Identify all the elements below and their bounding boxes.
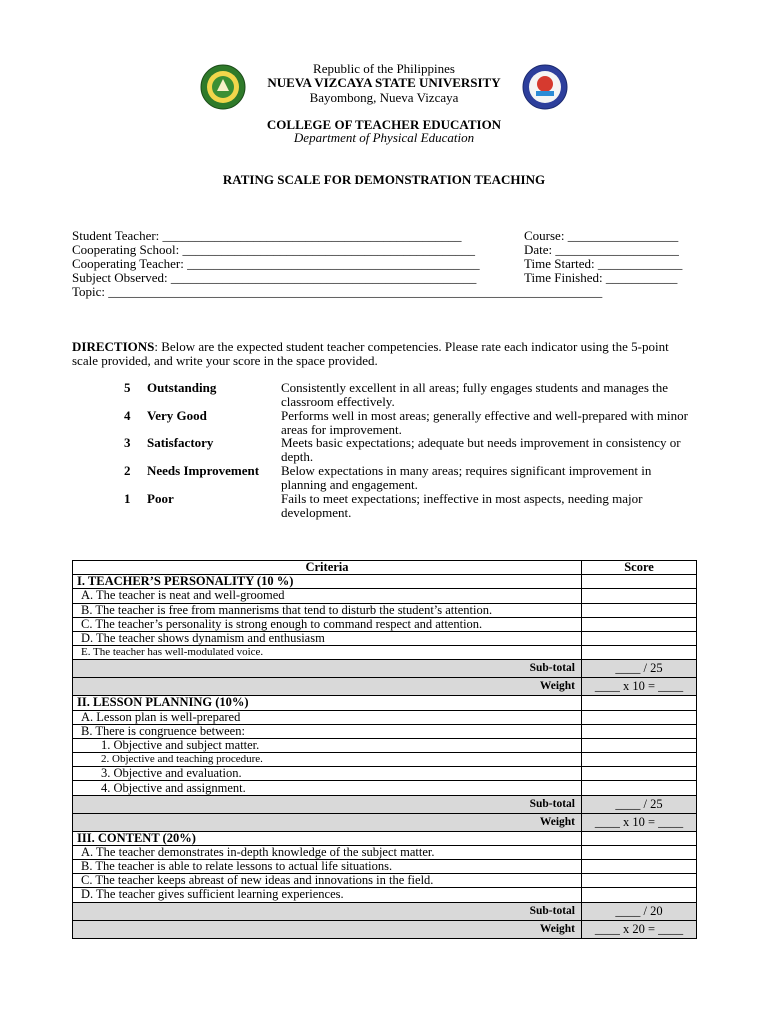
directions-paragraph (72, 340, 696, 368)
criteria-row (73, 874, 697, 888)
weight-label: Weight (73, 678, 582, 696)
criteria-item: D. The teacher shows dynamism and enthusiasm (73, 631, 582, 645)
cooperating-teacher-field[interactable]: Cooperating Teacher: _____________________________________________ (72, 256, 480, 271)
section-row (73, 575, 697, 589)
scale-number: 4 (124, 408, 131, 423)
weight-value[interactable]: ____ x 10 = ____ (582, 813, 697, 831)
section-title: I. TEACHER’S PERSONALITY (10 %) (73, 575, 582, 589)
subtotal-row (73, 795, 697, 813)
criteria-item: A. Lesson plan is well-prepared (73, 710, 582, 724)
score-cell[interactable] (582, 767, 697, 781)
university-location: Bayombong, Nueva Vizcaya (309, 90, 459, 105)
subject-observed-field[interactable]: Subject Observed: _______________________________________________ (72, 270, 477, 285)
criteria-item: A. The teacher is neat and well-groomed (73, 589, 582, 603)
subtotal-value[interactable]: ____ / 25 (582, 660, 697, 678)
scale-label: Satisfactory (147, 435, 214, 450)
score-cell[interactable] (582, 888, 697, 902)
score-cell[interactable] (582, 589, 697, 603)
criteria-row (73, 631, 697, 645)
score-cell[interactable] (582, 874, 697, 888)
scale-label: Outstanding (147, 380, 217, 395)
directions-text: : Below are the expected student teacher competencies. Please rate each indicator using the 5-point scale provided, and write your score in the space provided. (72, 339, 669, 368)
criteria-subitem: 4. Objective and assignment. (73, 781, 582, 795)
criteria-item: D. The teacher gives sufficient learning experiences. (73, 888, 582, 902)
criteria-row (73, 589, 697, 603)
criteria-subrow (73, 753, 697, 767)
score-cell[interactable] (582, 710, 697, 724)
criteria-item: C. The teacher keeps abreast of new ideas and innovations in the field. (73, 874, 582, 888)
criteria-row (73, 845, 697, 859)
republic-line: Republic of the Philippines (313, 61, 455, 76)
scale-description: Meets basic expectations; adequate but needs improvement in consistency or depth. (281, 435, 681, 464)
criteria-row (73, 888, 697, 902)
weight-label: Weight (73, 813, 582, 831)
weight-row (73, 813, 697, 831)
subtotal-value[interactable]: ____ / 20 (582, 902, 697, 920)
date-field[interactable]: Date: ___________________ (524, 242, 679, 257)
scale-label: Poor (147, 491, 174, 506)
criteria-subrow (73, 738, 697, 752)
criteria-item: C. The teacher’s personality is strong enough to command respect and attention. (73, 617, 582, 631)
criteria-subrow (73, 781, 697, 795)
weight-value[interactable]: ____ x 10 = ____ (582, 678, 697, 696)
criteria-column-header: Criteria (73, 561, 582, 575)
subtotal-row (73, 660, 697, 678)
score-cell[interactable] (582, 860, 697, 874)
score-cell[interactable] (582, 738, 697, 752)
weight-label: Weight (73, 920, 582, 938)
score-cell[interactable] (582, 646, 697, 660)
weight-row (73, 678, 697, 696)
subtotal-row (73, 902, 697, 920)
weight-value[interactable]: ____ x 20 = ____ (582, 920, 697, 938)
score-column-header: Score (582, 561, 697, 575)
scale-label: Very Good (147, 408, 207, 423)
criteria-item: B. There is congruence between: (73, 724, 582, 738)
course-field[interactable]: Course: _________________ (524, 228, 679, 243)
criteria-row (73, 860, 697, 874)
criteria-row (73, 617, 697, 631)
criteria-item: B. The teacher is free from mannerisms that tend to disturb the student’s attention. (73, 603, 582, 617)
scale-number: 3 (124, 435, 131, 450)
score-cell[interactable] (582, 781, 697, 795)
criteria-item: A. The teacher demonstrates in-depth knowledge of the subject matter. (73, 845, 582, 859)
section-row (73, 831, 697, 845)
criteria-item: E. The teacher has well-modulated voice. (73, 646, 582, 660)
score-cell[interactable] (582, 617, 697, 631)
form-title: RATING SCALE FOR DEMONSTRATION TEACHING (222, 172, 546, 187)
university-name: NUEVA VIZCAYA STATE UNIVERSITY (267, 75, 501, 90)
subtotal-label: Sub-total (73, 795, 582, 813)
scale-description: Consistently excellent in all areas; fully engages students and manages the classroom effectively. (281, 380, 669, 409)
subtotal-label: Sub-total (73, 902, 582, 920)
time-started-field[interactable]: Time Started: _____________ (524, 256, 683, 271)
criteria-row (73, 603, 697, 617)
scale-label: Needs Improvement (147, 463, 260, 478)
score-cell[interactable] (582, 831, 697, 845)
score-cell[interactable] (582, 603, 697, 617)
department-name: Department of Physical Education (293, 130, 475, 145)
cooperating-school-field[interactable]: Cooperating School: _____________________________________________ (72, 242, 475, 257)
score-cell[interactable] (582, 575, 697, 589)
criteria-subitem: 3. Objective and evaluation. (73, 767, 582, 781)
criteria-subitem: 1. Objective and subject matter. (73, 738, 582, 752)
scale-number: 5 (124, 380, 131, 395)
criteria-row (73, 710, 697, 724)
college-name: COLLEGE OF TEACHER EDUCATION (266, 117, 502, 132)
section-title: II. LESSON PLANNING (10%) (73, 696, 582, 710)
time-finished-field[interactable]: Time Finished: ___________ (524, 270, 678, 285)
weight-row (73, 920, 697, 938)
score-cell[interactable] (582, 845, 697, 859)
topic-field[interactable]: Topic: ____________________________________________________________________________ (72, 284, 603, 299)
score-cell[interactable] (582, 696, 697, 710)
subtotal-label: Sub-total (73, 660, 582, 678)
scale-number: 2 (124, 463, 131, 478)
table-header-row (73, 561, 697, 575)
section-title: III. CONTENT (20%) (73, 831, 582, 845)
student-teacher-field[interactable]: Student Teacher: ______________________________________________ (72, 228, 462, 243)
criteria-item: B. The teacher is able to relate lessons to actual life situations. (73, 860, 582, 874)
criteria-subrow (73, 767, 697, 781)
directions-label: DIRECTIONS (72, 339, 155, 354)
criteria-subitem: 2. Objective and teaching procedure. (73, 753, 582, 767)
scale-number: 1 (124, 491, 131, 506)
subtotal-value[interactable]: ____ / 25 (582, 795, 697, 813)
section-row (73, 696, 697, 710)
criteria-row (73, 724, 697, 738)
criteria-table (72, 560, 697, 939)
criteria-row (73, 646, 697, 660)
score-cell[interactable] (582, 631, 697, 645)
scale-description: Performs well in most areas; generally effective and well-prepared with minor areas for improvement. (281, 408, 688, 437)
scale-description: Below expectations in many areas; requires significant improvement in planning and engagement. (281, 463, 652, 492)
score-cell[interactable] (582, 753, 697, 767)
scale-description: Fails to meet expectations; ineffective in most aspects, needing major development. (281, 491, 643, 520)
score-cell[interactable] (582, 724, 697, 738)
